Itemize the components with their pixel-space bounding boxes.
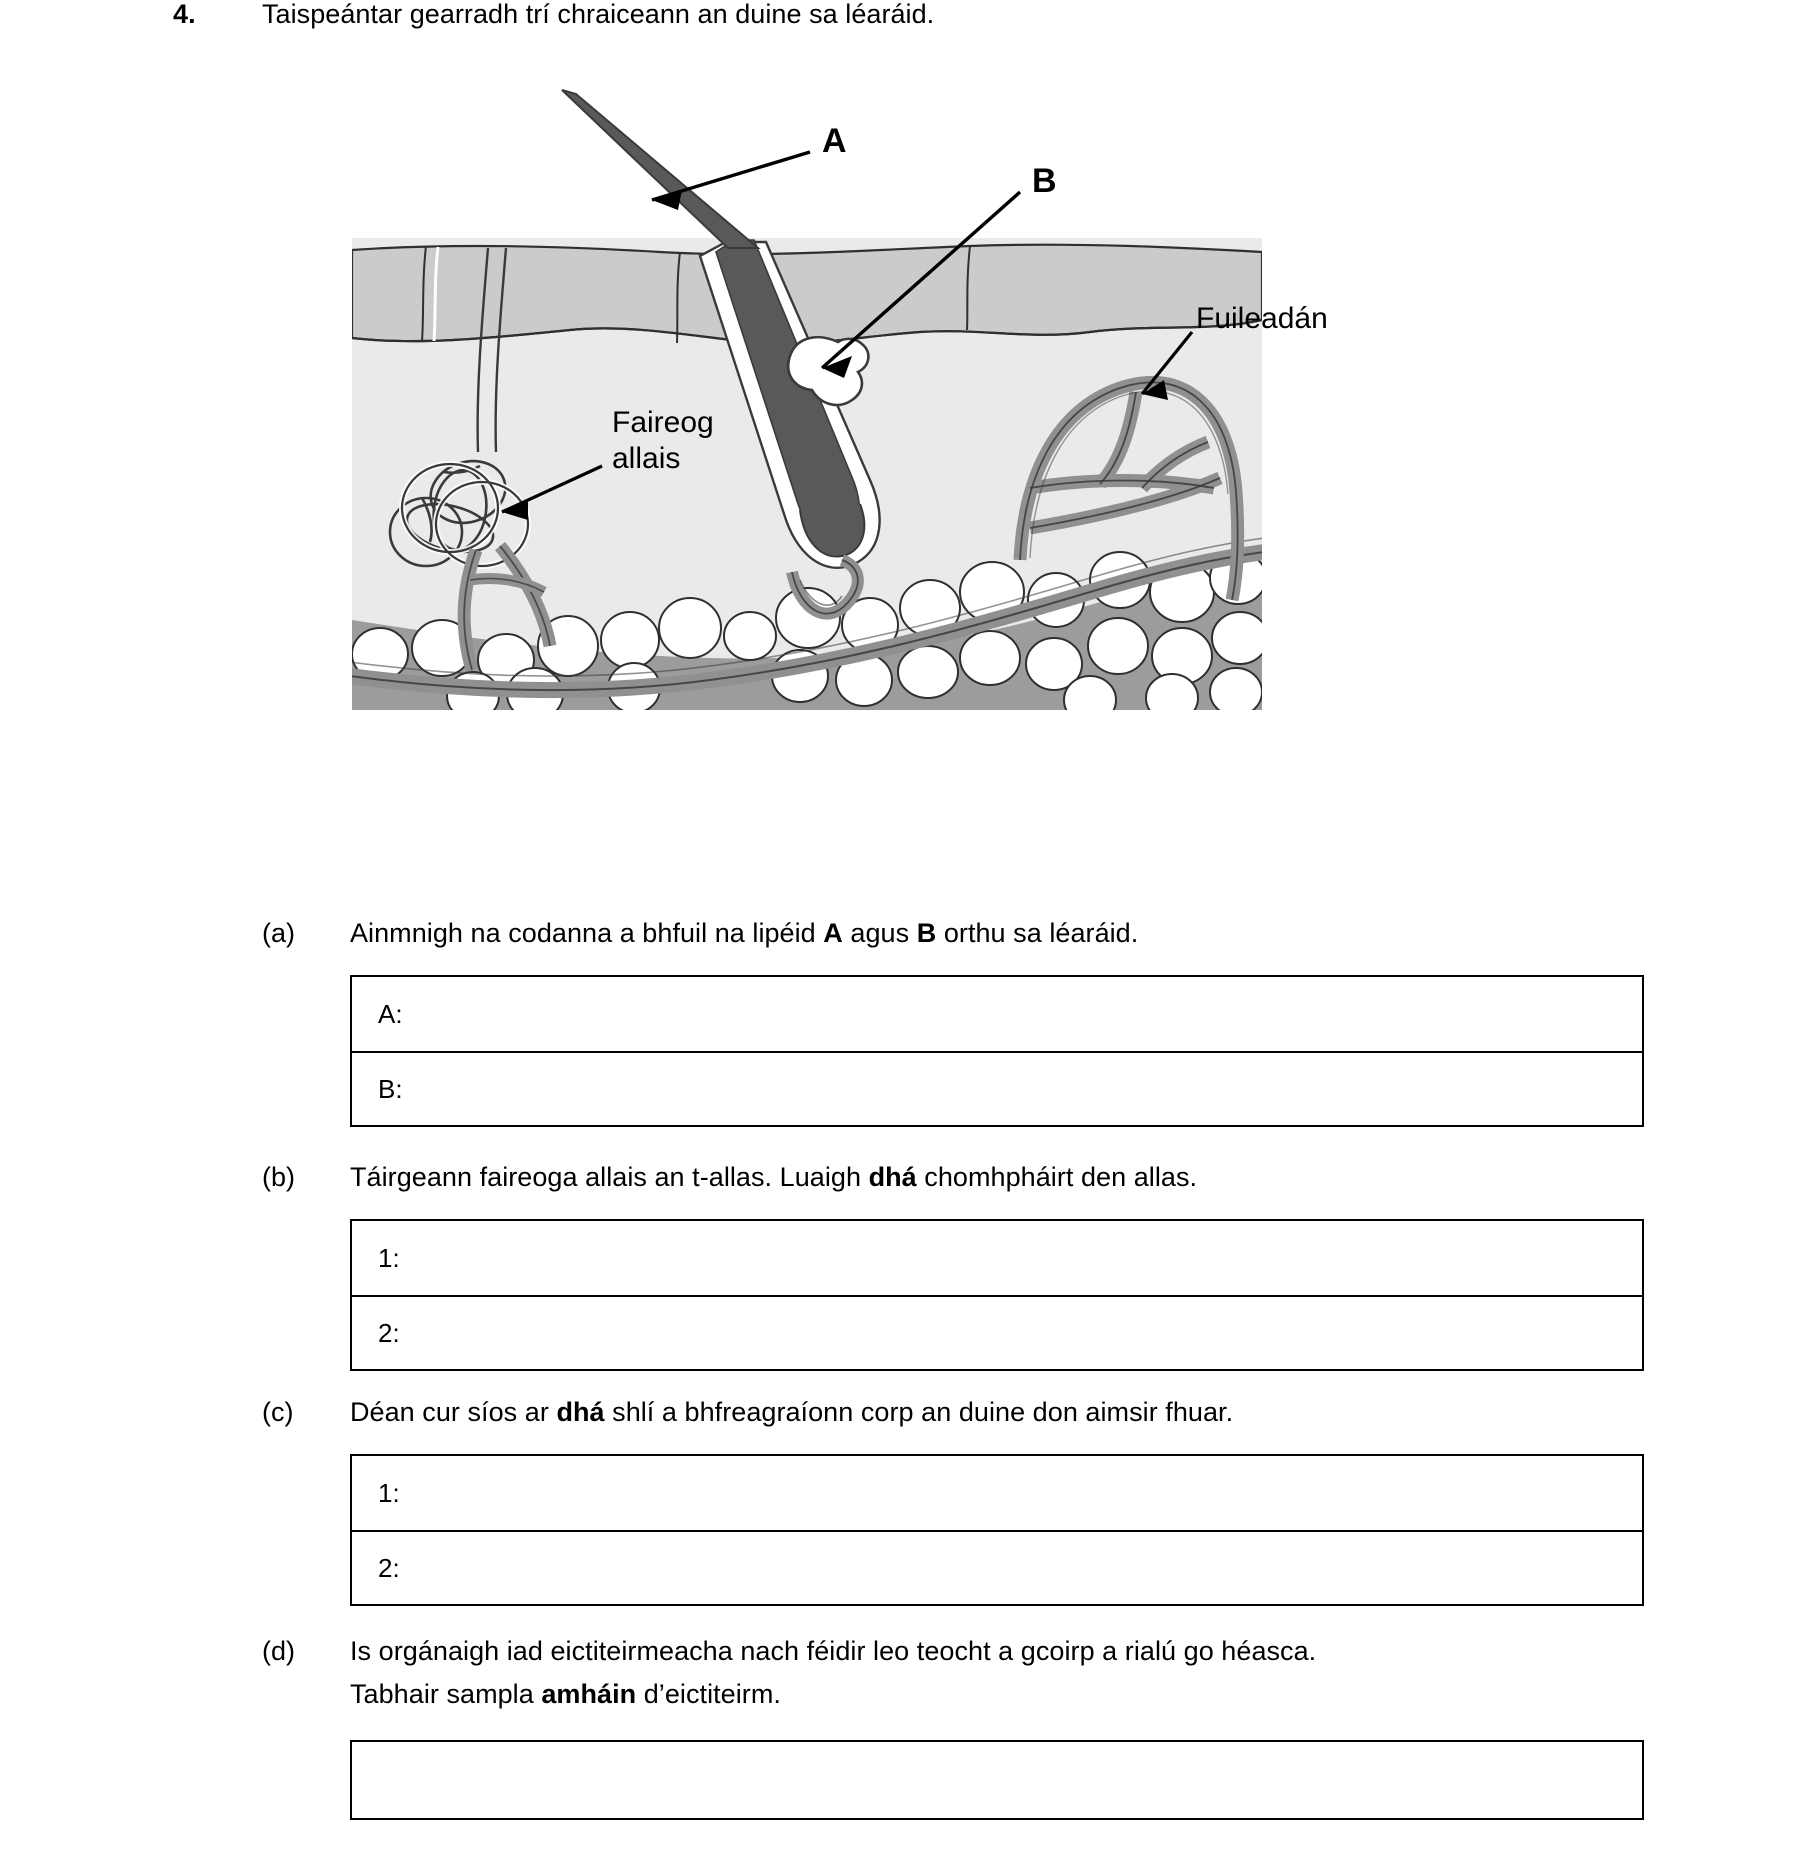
part-c-bold: dhá <box>556 1397 605 1427</box>
part-a-answer-box[interactable] <box>350 975 1644 1127</box>
label-a-arrowhead <box>652 190 682 210</box>
part-a-bold-b: B <box>916 918 937 948</box>
part-b-row-2-label: 2: <box>378 1317 400 1348</box>
part-c-row-1-label: 1: <box>378 1477 400 1508</box>
part-b-label: (b) <box>262 1162 295 1192</box>
part-a-text-mid: agus <box>842 918 917 948</box>
diagram-label-blood-vessel: Fuileadán <box>1196 302 1328 335</box>
diagram-label-sweat-gland-line2: allais <box>612 442 681 475</box>
part-b-text-before: Táirgeann faireoga allais an t-allas. Luaigh <box>350 1162 869 1192</box>
part-a-text-after: orthu sa léaráid. <box>936 918 1139 948</box>
part-a-row-1-label: A: <box>378 998 403 1029</box>
part-b-answer-row-1[interactable] <box>352 1221 1642 1295</box>
diagram-label-sweat-gland-line1: Faireog <box>612 406 714 439</box>
part-d-line2-after: d’eictiteirm. <box>636 1679 781 1709</box>
part-a-answer-row-2[interactable] <box>352 1051 1642 1125</box>
part-c-answer-row-1[interactable] <box>352 1456 1642 1530</box>
part-b-bold: dhá <box>868 1162 917 1192</box>
part-d-text-line2 <box>350 1679 781 1710</box>
part-c-row-2-label: 2: <box>378 1552 400 1583</box>
part-c-label: (c) <box>262 1397 294 1427</box>
part-d-text-line1: Is orgánaigh iad eictiteirmeacha nach féidir leo teocht a gcoirp a rialú go héasca. <box>350 1636 1317 1666</box>
skin-cross-section-diagram <box>330 80 1530 860</box>
part-c-answer-box[interactable] <box>350 1454 1644 1606</box>
part-c-text <box>350 1397 1233 1428</box>
question-header <box>0 0 1818 46</box>
part-a-text-before: Ainmnigh na codanna a bhfuil na lipéid <box>350 918 824 948</box>
part-a-bold-a: A <box>823 918 843 948</box>
part-b-row-1-label: 1: <box>378 1242 400 1273</box>
part-b-text-after: chomhpháirt den allas. <box>916 1162 1198 1192</box>
question-stem: Taispeántar gearradh trí chraiceann an duine sa léaráid. <box>262 0 935 29</box>
question-number: 4. <box>173 0 196 29</box>
diagram-label-b: B <box>1032 162 1057 200</box>
part-a-row-2-label: B: <box>378 1073 403 1104</box>
part-d-bold: amháin <box>541 1679 637 1709</box>
skin-layers <box>350 238 1268 724</box>
part-a-answer-row-1[interactable] <box>352 977 1642 1051</box>
part-a-label: (a) <box>262 918 295 948</box>
part-a-text <box>350 918 1138 949</box>
part-b-text <box>350 1162 1197 1193</box>
diagram-label-a: A <box>822 122 847 160</box>
part-b-answer-row-2[interactable] <box>352 1295 1642 1369</box>
part-d-answer-row-1[interactable] <box>352 1742 1642 1818</box>
part-c-text-after: shlí a bhfreagraíonn corp an duine don aimsir fhuar. <box>604 1397 1234 1427</box>
part-d-line2-before: Tabhair sampla <box>350 1679 542 1709</box>
part-c-answer-row-2[interactable] <box>352 1530 1642 1604</box>
part-d-label: (d) <box>262 1636 295 1666</box>
part-c-text-before: Déan cur síos ar <box>350 1397 557 1427</box>
part-b-answer-box[interactable] <box>350 1219 1644 1371</box>
part-d-answer-box[interactable] <box>350 1740 1644 1820</box>
